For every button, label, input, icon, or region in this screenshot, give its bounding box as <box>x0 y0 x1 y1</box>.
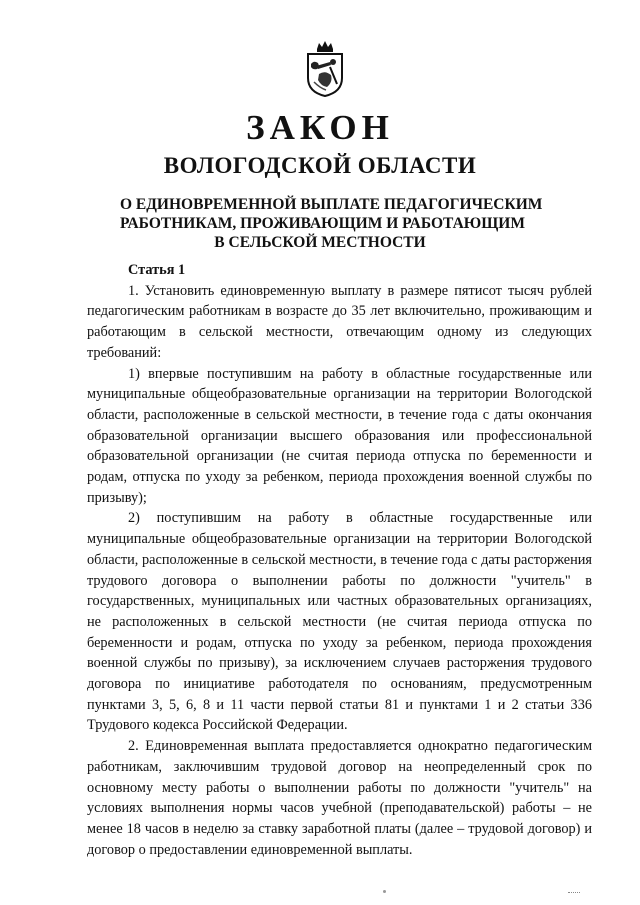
article-paragraph: 2. Единовременная выплата предоставляется однократно педагогическим работникам, заключившим трудовой договор на неопределенный срок по основному месту работы о выполнении работы по должности "учитель" на условиях выполнения нормы часов учебной (преподавательской) работы – не менее 18 часов в неделю за ставку заработной платы (далее – трудовой договор) и договор о предоставлении единовременной выплаты. <box>87 738 592 858</box>
document-title: ЗАКОН <box>246 108 394 147</box>
subtitle-line: РАБОТНИКАМ, ПРОЖИВАЮЩИМ И РАБОТАЮЩИМ <box>120 215 525 232</box>
article-heading: Статья 1 <box>128 262 186 278</box>
article-paragraph: 1. Установить единовременную выплату в размере пятисот тысяч рублей педагогическим работникам в возрасте до 35 лет включительно, проживающим и работающим в сельской местности, отвечающим одному из следующих требований: <box>87 282 592 361</box>
region-title: ВОЛОГОДСКОЙ ОБЛАСТИ <box>163 153 477 178</box>
coat-of-arms-icon <box>300 40 350 98</box>
scan-artifact <box>383 890 386 893</box>
article-body <box>87 260 592 860</box>
subtitle-line: В СЕЛЬСКОЙ МЕСТНОСТИ <box>214 234 426 251</box>
law-subtitle <box>120 195 543 252</box>
scan-artifact <box>568 892 580 896</box>
article-paragraph: 2) поступившим на работу в областные государственные или муниципальные общеобразовательные организации на территории Вологодской области, расположенные в сельской местности, в течение года с даты расторжения трудового договора о выполнении работы по должности "учитель" в государственных, муниципальных или частных образовательных организациях, не расположенных в сельской местности (не считая периода отпуска по беременности и родам, отпуска по уходу за ребенком, периода прохождения военной службы по призыву), за исключением случаев расторжения трудового договора по инициативе работодателя по основаниям, предусмотренным пунктами 3, 5, 6, 8 и 11 части первой статьи 81 и пунктами 1 и 2 статьи 336 Трудового кодекса Российской Федерации. <box>87 510 592 734</box>
subtitle-line: О ЕДИНОВРЕМЕННОЙ ВЫПЛАТЕ ПЕДАГОГИЧЕСКИМ <box>120 196 543 213</box>
article-paragraph: 1) впервые поступившим на работу в областные государственные или муниципальные общеобразовательные организации на территории Вологодской области, расположенные в сельской местности, в течение года с даты окончания образовательной организации высшего образования или профессиональной образовательной организации (не считая периода отпуска по беременности и родам, отпуска по уходу за ребенком, периода прохождения военной службы по призыву); <box>87 365 592 506</box>
